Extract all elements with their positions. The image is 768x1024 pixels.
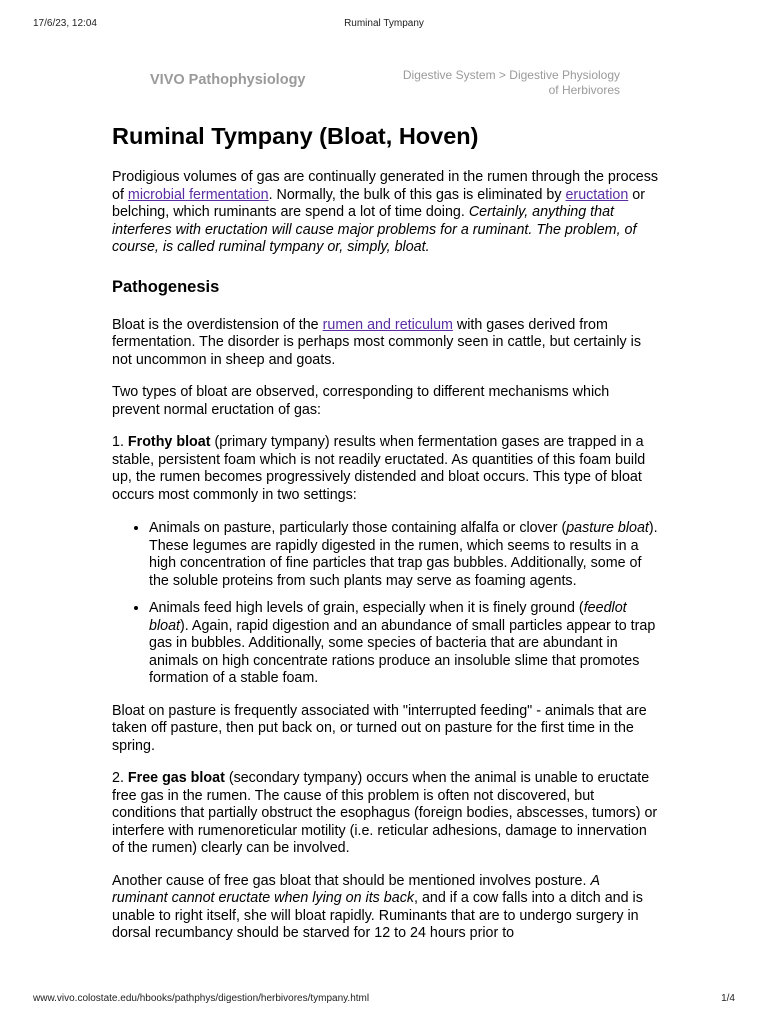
definition-text-1: Bloat is the overdistension of the (112, 316, 323, 333)
feedlot-bloat-term: feedlot bloat (149, 600, 627, 634)
site-header (0, 68, 768, 108)
list-item (149, 600, 658, 688)
frothy-bloat-paragraph (112, 434, 658, 504)
intro-italic: Certainly, anything that interferes with eructation will cause major problems for a ruminant. The problem, of course, is called ruminal tympany or, simply, bloat. (112, 204, 637, 255)
frothy-bloat-term: Frothy bloat (127, 434, 211, 450)
pasture-bloat-term: pasture bloat (566, 520, 649, 536)
print-datetime: 17/6/23, 12:04 (33, 18, 97, 29)
bloat-definition-paragraph (112, 317, 658, 370)
intro-paragraph (112, 169, 658, 257)
bullet2-text-1: Animals feed high levels of grain, especially when it is finely ground ( (149, 600, 584, 616)
site-title[interactable]: VIVO Pathophysiology (150, 72, 306, 88)
intro-text-1: Prodigious volumes of gas are continually generated in the rumen through the process of (112, 169, 658, 203)
article-content (112, 120, 658, 943)
intro-text-3: or belching, which ruminants are spend a lot of time doing. (112, 186, 645, 220)
bullet1-text-2: ). These legumes are rapidly digested in the rumen, which seems to results in a high concentration of fine particles that trap gas bubbles. Additionally, some of the soluble proteins from such plants may serve as foaming agents. (149, 520, 658, 589)
list-item (149, 520, 658, 590)
free-gas-bloat-term: Free gas bloat (127, 770, 225, 786)
print-page-title: Ruminal Tympany (344, 18, 424, 29)
page-title: Ruminal Tympany (Bloat, Hoven) (112, 123, 479, 149)
posture-text-1: Another cause of free gas bloat that should be mentioned involves posture. (112, 872, 591, 889)
eructation-link[interactable]: eructation (565, 186, 629, 203)
print-footer (0, 993, 768, 1007)
intro-text-2: . Normally, the bulk of this gas is eliminated by (268, 186, 566, 203)
microbial-fermentation-link[interactable]: microbial fermentation (127, 186, 269, 203)
freegas-text: (secondary tympany) occurs when the animal is unable to eructate free gas in the rumen. The cause of this problem is often not discovered, but conditions that partially obstruct the esophagus (foreign bodies, abscesses, tumors) or interfere with rumenoreticular motility (i.e. reticular adhesions, damage to innervation of the rumen) clearly can be involved. (112, 770, 658, 856)
bloat-types-paragraph: Two types of bloat are observed, corresponding to different mechanisms which prevent normal eructation of gas: (112, 384, 610, 418)
breadcrumb-digestive-system[interactable]: Digestive System (402, 68, 496, 82)
pathogenesis-heading: Pathogenesis (112, 277, 220, 296)
free-gas-bloat-paragraph (112, 770, 658, 858)
bullet1-text-1: Animals on pasture, particularly those containing alfalfa or clover ( (149, 520, 567, 536)
breadcrumb-page-line2[interactable]: of Herbivores (548, 83, 620, 97)
frothy-settings-list (112, 520, 658, 688)
breadcrumb (380, 68, 620, 98)
posture-text-2: , and if a cow falls into a ditch and is unable to right itself, she will bloat rapidly. Ruminants that are to undergo surgery in dorsal recumbancy should be starved for 12 to 24 hours prior to (112, 890, 643, 941)
pasture-feeding-paragraph: Bloat on pasture is frequently associated with "interrupted feeding" - animals that are taken off pasture, then put back on, or turned out on pasture for the first time in the spring. (112, 702, 647, 754)
print-header (0, 18, 768, 32)
rumen-reticulum-link[interactable]: rumen and reticulum (322, 316, 453, 333)
frothy-number: 1. (112, 434, 128, 450)
page-url: www.vivo.colostate.edu/hbooks/pathphys/digestion/herbivores/tympany.html (33, 993, 370, 1004)
definition-text-2: with gases derived from fermentation. The disorder is perhaps most commonly seen in cattle, but certainly is not uncommon in sheep and goats. (112, 316, 641, 368)
breadcrumb-page-line1[interactable]: Digestive Physiology (509, 68, 620, 82)
breadcrumb-digestive-physiology[interactable] (509, 68, 620, 97)
freegas-number: 2. (112, 770, 128, 786)
posture-italic: A ruminant cannot eructate when lying on its back (112, 872, 600, 906)
posture-paragraph (112, 873, 658, 943)
frothy-text: (primary tympany) results when fermentation gases are trapped in a stable, persistent foam which is not readily eructated. As quantities of this foam build up, the rumen becomes progressively distended and bloat occurs. This type of bloat occurs most commonly in two settings: (112, 434, 646, 503)
page-number: 1/4 (721, 993, 735, 1004)
breadcrumb-separator: > (498, 68, 506, 82)
bullet2-text-2: ). Again, rapid digestion and an abundance of small particles appear to trap gas in bubbles. Additionally, some species of bacteria that are abundant in animals on high concentrate rations produce an insoluble slime that promotes formation of a stable foam. (149, 617, 656, 686)
